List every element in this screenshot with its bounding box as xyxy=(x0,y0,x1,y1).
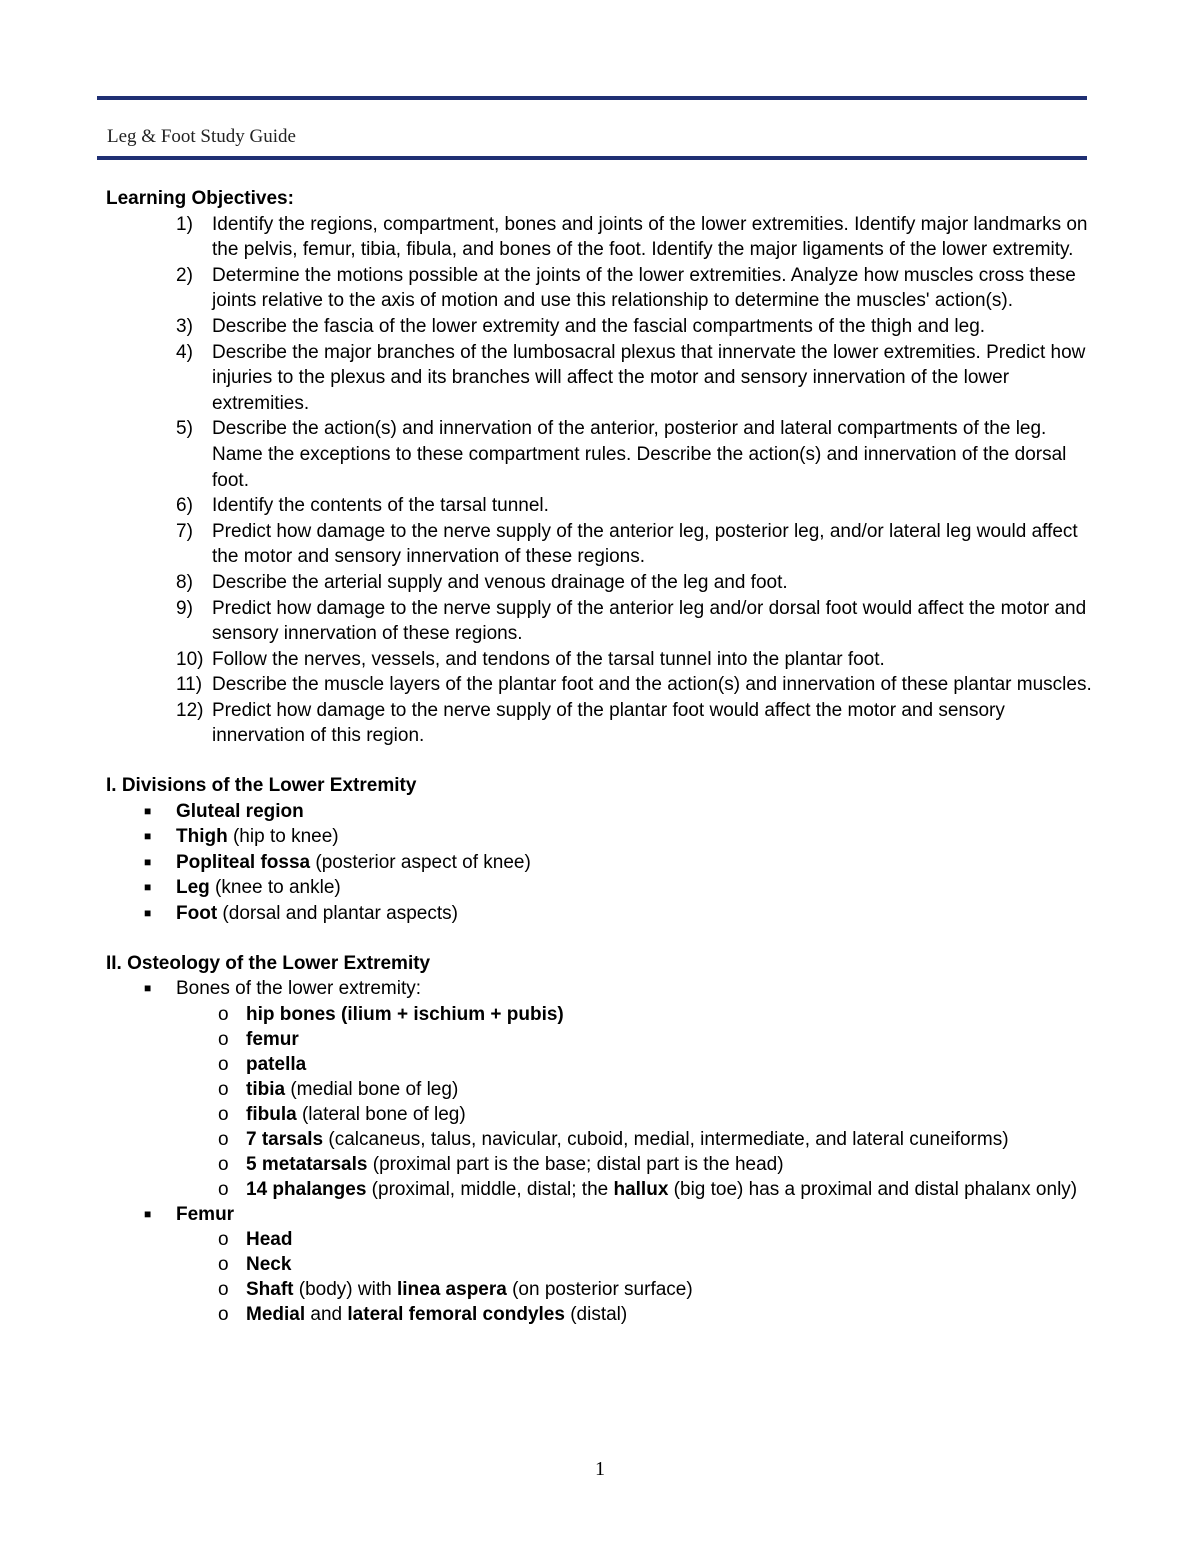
page-number: 1 xyxy=(595,1458,605,1480)
objective-number: 5) xyxy=(176,418,193,440)
objective-text: Identify the contents of the tarsal tunnel. xyxy=(212,495,549,517)
objective-item xyxy=(106,647,1096,673)
objective-text: Describe the arterial supply and venous drainage of the leg and foot. xyxy=(212,571,788,593)
objective-item xyxy=(106,263,1096,314)
circle-bullet-icon: o xyxy=(218,1028,229,1050)
division-item xyxy=(106,901,1096,927)
square-bullet-icon: ■ xyxy=(144,803,152,818)
objectives-list xyxy=(106,212,1096,749)
femur-label: Femur xyxy=(176,1203,235,1225)
femur-sublist xyxy=(176,1227,1096,1327)
bone-item xyxy=(176,1152,1096,1177)
objective-item xyxy=(106,570,1096,596)
femur-item xyxy=(176,1227,1096,1252)
objective-text: Identify the regions, compartment, bones and joints of the lower extremities. Identify major landmarks on the pelvis, femur, tibia, fibula, and bones of the foot. Identify the major ligaments of the lower extremity. xyxy=(212,213,1088,261)
objective-number: 7) xyxy=(176,520,193,542)
divisions-heading: I. Divisions of the Lower Extremity xyxy=(106,775,417,797)
objective-number: 10) xyxy=(176,648,204,670)
femur-term: Head xyxy=(246,1229,293,1251)
femur-note: (on posterior surface) xyxy=(506,1279,693,1301)
division-note: (dorsal and plantar aspects) xyxy=(217,903,458,925)
objective-number: 3) xyxy=(176,315,193,337)
objective-text: Predict how damage to the nerve supply of the anterior leg and/or dorsal foot would affect the motor and sensory innervation of these regions. xyxy=(212,597,1087,645)
objective-text: Follow the nerves, vessels, and tendons of the tarsal tunnel into the plantar foot. xyxy=(212,648,885,670)
femur-term: Medial xyxy=(246,1304,306,1326)
objective-number: 11) xyxy=(176,674,203,696)
square-bullet-icon: ■ xyxy=(144,906,152,921)
bone-item xyxy=(176,1052,1096,1077)
circle-bullet-icon: o xyxy=(218,1053,229,1075)
femur-term: Neck xyxy=(246,1254,292,1276)
femur-term: linea aspera xyxy=(396,1279,507,1301)
circle-bullet-icon: o xyxy=(218,1304,229,1326)
femur-note: (body) with xyxy=(293,1279,397,1301)
circle-bullet-icon: o xyxy=(218,1229,229,1251)
objective-item xyxy=(106,519,1096,570)
objective-number: 12) xyxy=(176,699,204,721)
bone-term: tibia xyxy=(246,1078,286,1100)
femur-term: lateral femoral condyles xyxy=(347,1304,565,1326)
circle-bullet-icon: o xyxy=(218,1128,229,1150)
division-term: Leg xyxy=(176,877,210,899)
bone-term: fibula xyxy=(246,1103,297,1125)
bone-item xyxy=(176,1127,1096,1152)
circle-bullet-icon: o xyxy=(218,1279,229,1301)
femur-item xyxy=(176,1277,1096,1302)
objective-number: 8) xyxy=(176,571,193,593)
bone-term: 5 metatarsals xyxy=(246,1153,368,1175)
objective-item xyxy=(106,596,1096,647)
bone-item xyxy=(176,1102,1096,1127)
femur-bullet xyxy=(106,1202,1096,1328)
objective-number: 1) xyxy=(176,213,193,235)
bone-term: 14 phalanges xyxy=(246,1178,367,1200)
objective-item xyxy=(106,698,1096,749)
bone-term: 7 tarsals xyxy=(246,1128,324,1150)
bone-item xyxy=(176,1177,1096,1202)
objective-text: Describe the action(s) and innervation of the anterior, posterior and lateral compartments of the leg. Name the exceptions to these compartment rules. Describe the action(s) and innervation of the dorsal foot. xyxy=(212,418,1067,491)
division-term: Gluteal region xyxy=(176,800,304,822)
square-bullet-icon: ■ xyxy=(144,880,152,895)
objective-text: Predict how damage to the nerve supply of the anterior leg, posterior leg, and/or lateral leg would affect the motor and sensory innervation of these regions. xyxy=(212,520,1078,568)
square-bullet-icon: ■ xyxy=(144,981,152,996)
header-top-rule xyxy=(97,96,1087,100)
objective-item xyxy=(106,416,1096,493)
division-note: (posterior aspect of knee) xyxy=(310,851,531,873)
femur-item xyxy=(176,1252,1096,1277)
bone-item xyxy=(176,1002,1096,1027)
division-term: Foot xyxy=(176,903,218,925)
objective-text: Describe the major branches of the lumbosacral plexus that innervate the lower extremities. Predict how injuries to the plexus and its branches will affect the motor and sensory innervation of the lower extremities. xyxy=(212,341,1086,414)
circle-bullet-icon: o xyxy=(218,1078,229,1100)
femur-note: (distal) xyxy=(564,1304,628,1326)
division-item xyxy=(106,799,1096,825)
division-item xyxy=(106,850,1096,876)
document-body xyxy=(106,186,1096,1327)
square-bullet-icon: ■ xyxy=(144,1206,152,1221)
division-item xyxy=(106,824,1096,850)
division-note: (knee to ankle) xyxy=(209,877,341,899)
objective-number: 9) xyxy=(176,597,193,619)
square-bullet-icon: ■ xyxy=(144,854,152,869)
circle-bullet-icon: o xyxy=(218,1003,229,1025)
bone-note: (big toe) has a proximal and distal phalanx only) xyxy=(668,1178,1078,1200)
division-term: Popliteal fossa xyxy=(176,851,311,873)
objective-number: 4) xyxy=(176,341,193,363)
osteology-heading: II. Osteology of the Lower Extremity xyxy=(106,952,431,974)
objective-text: Predict how damage to the nerve supply of the plantar foot would affect the motor and sensory innervation of this region. xyxy=(212,699,1005,747)
bone-term: hip bones (ilium + ischium + pubis) xyxy=(246,1003,564,1025)
objective-item xyxy=(106,493,1096,519)
document-header-title: Leg & Foot Study Guide xyxy=(107,126,296,147)
bone-note: (proximal, middle, distal; the xyxy=(366,1178,614,1200)
circle-bullet-icon: o xyxy=(218,1254,229,1276)
bones-sublist xyxy=(176,1002,1096,1202)
bone-note: (calcaneus, talus, navicular, cuboid, medial, intermediate, and lateral cuneiforms) xyxy=(323,1128,1009,1150)
objective-number: 6) xyxy=(176,495,193,517)
division-term: Thigh xyxy=(176,826,228,848)
header-bottom-rule xyxy=(97,156,1087,160)
objective-item xyxy=(106,340,1096,417)
femur-note: and xyxy=(305,1304,348,1326)
femur-term: Shaft xyxy=(246,1279,294,1301)
division-note: (hip to knee) xyxy=(227,826,339,848)
bones-label: Bones of the lower extremity: xyxy=(176,978,421,1000)
bone-term: femur xyxy=(246,1028,299,1050)
objective-item xyxy=(106,212,1096,263)
bone-note: (lateral bone of leg) xyxy=(296,1103,466,1125)
objectives-heading: Learning Objectives: xyxy=(106,188,294,209)
bone-item xyxy=(176,1077,1096,1102)
objective-item xyxy=(106,314,1096,340)
circle-bullet-icon: o xyxy=(218,1178,229,1200)
objective-text: Describe the muscle layers of the plantar foot and the action(s) and innervation of these plantar muscles. xyxy=(212,674,1092,696)
objective-text: Describe the fascia of the lower extremity and the fascial compartments of the thigh and leg. xyxy=(212,315,986,337)
objective-item xyxy=(106,672,1096,698)
divisions-list xyxy=(106,799,1096,927)
division-item xyxy=(106,875,1096,901)
bone-note: (medial bone of leg) xyxy=(285,1078,459,1100)
bones-bullet xyxy=(106,976,1096,1202)
bone-note: (proximal part is the base; distal part is the head) xyxy=(367,1153,784,1175)
bone-term: patella xyxy=(246,1053,307,1075)
osteology-list xyxy=(106,976,1096,1327)
bone-term: hallux xyxy=(613,1178,669,1200)
square-bullet-icon: ■ xyxy=(144,829,152,844)
bone-item xyxy=(176,1027,1096,1052)
objective-number: 2) xyxy=(176,264,193,286)
femur-item xyxy=(176,1302,1096,1327)
circle-bullet-icon: o xyxy=(218,1153,229,1175)
objective-text: Determine the motions possible at the joints of the lower extremities. Analyze how muscles cross these joints relative to the axis of motion and use this relationship to determine the muscles' action(s). xyxy=(212,264,1076,312)
circle-bullet-icon: o xyxy=(218,1103,229,1125)
